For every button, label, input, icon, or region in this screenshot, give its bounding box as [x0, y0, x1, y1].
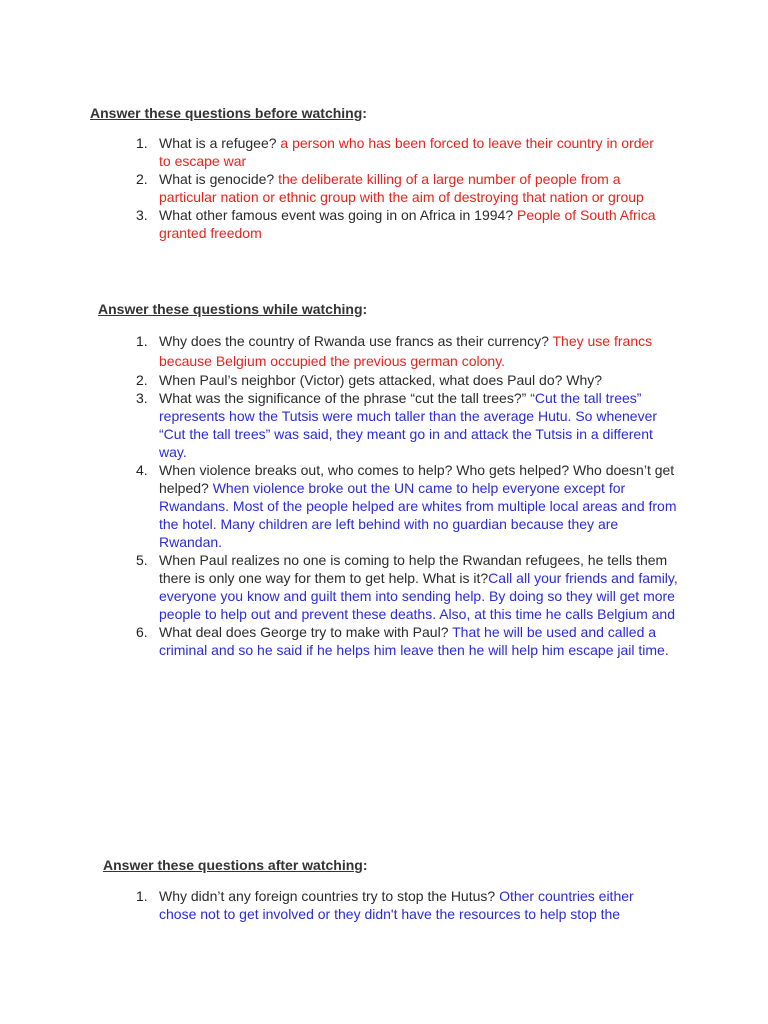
section-heading-after [103, 857, 368, 873]
list-item [136, 623, 681, 659]
question-list [136, 887, 664, 923]
question-text: What other famous event was going in on Africa in 1994? [159, 207, 517, 223]
question-text: Why didn’t any foreign countries try to stop the Hutus? [159, 888, 500, 904]
answer-text: When violence broke out the UN came to help everyone except for Rwandans. Most of the people helped are whites from multiple local areas and from the hotel. Many children are left behind with no guardian because they are Rwandan. [159, 480, 677, 550]
item-number: 4. [136, 462, 148, 478]
list-item [136, 206, 659, 242]
list-item [136, 371, 681, 389]
list-item [136, 461, 681, 551]
heading-text: Answer these questions after watching [103, 857, 363, 873]
question-text: Why does the country of Rwanda use francs as their currency? [159, 333, 553, 349]
answer-text: Call all your friends and family, everyone you know and guilt them into sending help. By doing so they will get more people to help out and prevent these deaths. Also, at this time he calls Belgium and [159, 570, 678, 622]
question-text: What is genocide? [159, 171, 279, 187]
item-number: 3. [136, 207, 148, 223]
heading-colon: : [362, 105, 367, 121]
question-text: What is a refugee? [159, 135, 281, 151]
question-list [136, 331, 681, 659]
item-number: 3. [136, 390, 148, 406]
answer-text: the deliberate killing of a large number of people from a particular nation or ethnic group with the aim of destroying that nation or group [159, 171, 644, 205]
list-item [136, 551, 681, 623]
question-text: When Paul realizes no one is coming to help the Rwandan refugees, he tells them there is only one way for them to get help. What is it? [159, 552, 668, 586]
list-item [136, 887, 664, 923]
heading-text: Answer these questions while watching [98, 301, 363, 317]
item-number: 6. [136, 624, 148, 640]
heading-colon: : [362, 857, 368, 873]
answer-text: People of South Africa granted freedom [159, 207, 656, 241]
list-item [136, 134, 659, 170]
heading-colon: : [362, 301, 368, 317]
question-text: When Paul’s neighbor (Victor) gets attacked, what does Paul do? Why? [159, 372, 603, 388]
answer-text: They use francs because Belgium occupied the previous german colony. [159, 333, 653, 369]
question-text: What was the significance of the phrase “cut the tall trees?” [159, 390, 531, 406]
question-text: When violence breaks out, who comes to help? Who gets helped? Who doesn’t get helped? [159, 462, 675, 496]
list-item [136, 389, 681, 461]
list-item [136, 331, 681, 371]
answer-text: Other countries either chose not to get involved or they didn't have the resources to help stop the [159, 888, 634, 922]
list-item [136, 170, 659, 206]
answer-text: That he will be used and called a criminal and so he said if he helps him leave then he will help him escape jail time. [159, 624, 669, 658]
item-number: 5. [136, 552, 148, 568]
section-heading-before [90, 105, 367, 121]
question-list [136, 134, 659, 242]
item-number: 1. [136, 888, 148, 904]
section-heading-while [98, 301, 367, 317]
answer-text: “Cut the tall trees” represents how the Tutsis were much taller than the average Hutu. So whenever “Cut the tall trees” was said, they meant go in and attack the Tutsis in a different way. [159, 390, 658, 460]
item-number: 2. [136, 171, 148, 187]
item-number: 2. [136, 372, 148, 388]
answer-text: a person who has been forced to leave their country in order to escape war [159, 135, 654, 169]
question-text: What deal does George try to make with Paul? [159, 624, 453, 640]
heading-text: Answer these questions before watching [90, 105, 363, 121]
item-number: 1. [136, 333, 148, 349]
item-number: 1. [136, 135, 148, 151]
